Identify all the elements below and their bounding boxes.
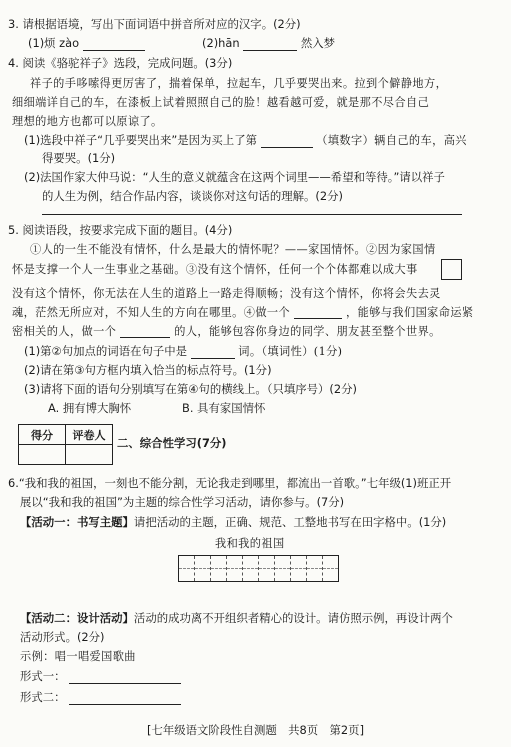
- q5-passage-line-5: [12, 325, 441, 338]
- activity-1-tag: 【活动一：书写主题】: [20, 515, 134, 529]
- grid-cell[interactable]: [323, 556, 338, 581]
- grid-cell[interactable]: [291, 556, 307, 581]
- theme-text: 我和我的祖国: [215, 537, 285, 550]
- q5-passage-line-1: ①人的一生不能没有情怀，什么是最大的情怀呢？——家国情怀。②因为家国情: [30, 243, 436, 256]
- q3-item2: [202, 37, 335, 51]
- q5-passage-5a: 密相关的人，做一个: [12, 325, 117, 338]
- q5-sub2: (2)请在第③句方框内填入恰当的标点符号。(1分): [24, 363, 272, 377]
- q5-passage-4b: ，能够与我们国家命运紧: [346, 306, 474, 319]
- q5-passage-5b: 的人，能够包容你身边的同学、朋友甚至整个世界。: [174, 325, 441, 338]
- q3-item2-blank[interactable]: [243, 38, 297, 51]
- q5-blank-1[interactable]: [294, 306, 342, 319]
- q6-activity-1: [20, 516, 446, 530]
- q5-title: 5. 阅读语段，按要求完成下面的题目。(4分): [8, 223, 233, 237]
- score-table: [18, 424, 113, 465]
- q3-title: 3. 请根据语境，写出下面词语中拼音所对应的汉字。(2分): [8, 17, 301, 31]
- q4-title: 4. 阅读《骆驼祥子》选段，完成问题。(3分): [8, 56, 233, 70]
- grid-cell[interactable]: [307, 556, 323, 581]
- form-1: [20, 670, 181, 684]
- q3-item1-blank[interactable]: [83, 38, 145, 51]
- grid-cell[interactable]: [243, 556, 259, 581]
- form-2-label: 形式二：: [20, 690, 66, 704]
- form-2-blank[interactable]: [69, 692, 181, 705]
- form-2: [20, 691, 181, 705]
- grid-cell[interactable]: [195, 556, 211, 581]
- q4-sub1-text-a: (1)选段中祥子“几乎要哭出来”是因为买上了第: [24, 133, 257, 147]
- grid-cell[interactable]: [275, 556, 291, 581]
- q4-sub1-blank[interactable]: [261, 135, 313, 148]
- form-1-blank[interactable]: [69, 671, 181, 684]
- q5-sub1: [24, 345, 342, 359]
- q3-item2-suffix: 然入梦: [300, 36, 335, 50]
- q5-sub3: (3)请将下面的语句分别填写在第④句的横线上。（只填序号）(2分): [24, 382, 357, 396]
- q5-blank-2[interactable]: [120, 325, 170, 338]
- grid-cell[interactable]: [179, 556, 195, 581]
- grader-header: 评卷人: [66, 425, 113, 445]
- q5-passage-line-2: 怀是支撑一个人一生事业之基础。③没有这个情怀，任何一个个体都难以成大事: [12, 263, 418, 276]
- q5-passage-line-4: [12, 306, 474, 319]
- q4-sub2-line-1: (2)法国作家大仲马说：“人生的意义就蕴含在这两个词里——希望和等待。”请以祥子: [24, 170, 445, 184]
- q4-sub1: [24, 134, 467, 148]
- section-heading: 二、综合性学习(7分): [117, 436, 227, 450]
- q5-punctuation-box[interactable]: [441, 259, 462, 280]
- activity-2-tag: 【活动二：设计活动】: [20, 611, 134, 625]
- q4-sub1-text-b: （填数字）辆自己的车，高兴: [316, 134, 467, 147]
- score-header: 得分: [19, 425, 66, 445]
- q4-passage-line-2: 细细端详自己的车，在漆板上试着照照自己的脸！越看越可爱，就是那不尽合自己: [12, 96, 430, 109]
- tianzige-grid[interactable]: [178, 555, 339, 582]
- grid-cell[interactable]: [227, 556, 243, 581]
- activity-2-text: 活动的成功离不开组织者精心的设计。请仿照示例，再设计两个: [133, 611, 453, 625]
- grid-cell[interactable]: [211, 556, 227, 581]
- q4-answer-line[interactable]: [42, 214, 462, 215]
- q5-option-b: B. 具有家国情怀: [182, 401, 266, 415]
- q6-activity-2-cont: 活动形式。(2分): [20, 630, 105, 644]
- q6-intro-line-2: 展以“我和我的祖国”为主题的综合性学习活动，请你参与。(7分): [20, 495, 345, 509]
- example-text: 示例：唱一唱爱国歌曲: [20, 650, 136, 663]
- grid-cell[interactable]: [259, 556, 275, 581]
- activity-1-text: 请把活动的主题，正确、规范、工整地书写在田字格中。(1分): [133, 515, 447, 529]
- q3-item2-label: (2)hān: [202, 36, 240, 50]
- q6-intro-line-1: 6.“我和我的祖国，一刻也不能分割，无论我走到哪里，都流出一首歌。”七年级(1)班正开: [8, 476, 452, 490]
- q3-item1: [28, 37, 145, 51]
- q4-passage-line-3: 理想的地方也都可以原谅了。: [12, 115, 163, 128]
- form-1-label: 形式一：: [20, 669, 66, 683]
- score-cell[interactable]: [19, 445, 66, 465]
- q3-item1-label: (1)烦 zào: [28, 36, 80, 50]
- grader-cell[interactable]: [66, 445, 113, 465]
- q4-sub1-cont: 得要哭。(1分): [42, 151, 116, 165]
- q5-sub1-blank[interactable]: [191, 346, 235, 359]
- q5-sub1-text-b: 词。（填词性）(1分): [238, 345, 343, 358]
- q6-activity-2: [20, 612, 453, 626]
- q4-passage-line-1: 祥子的手哆嗦得更厉害了，揣着保单，拉起车，几乎要哭出来。拉到个僻静地方，: [30, 77, 448, 90]
- q5-sub1-text-a: (1)第②句加点的词语在句子中是: [24, 344, 188, 358]
- q5-option-a: A. 拥有博大胸怀: [48, 401, 132, 415]
- page-footer: [七年级语文阶段性自测题 共8页 第2页]: [146, 723, 365, 737]
- q5-passage-line-3: 没有这个情怀，你无法在人生的道路上一路走得顺畅；没有这个情怀，你将会失去灵: [12, 287, 441, 300]
- q5-passage-4a: 魂，茫然无所应对，不知人生的方向在哪里。④做一个: [12, 306, 291, 319]
- q4-sub2-line-2: 的人生为例，结合作品内容，谈谈你对这句话的理解。(2分): [42, 189, 343, 203]
